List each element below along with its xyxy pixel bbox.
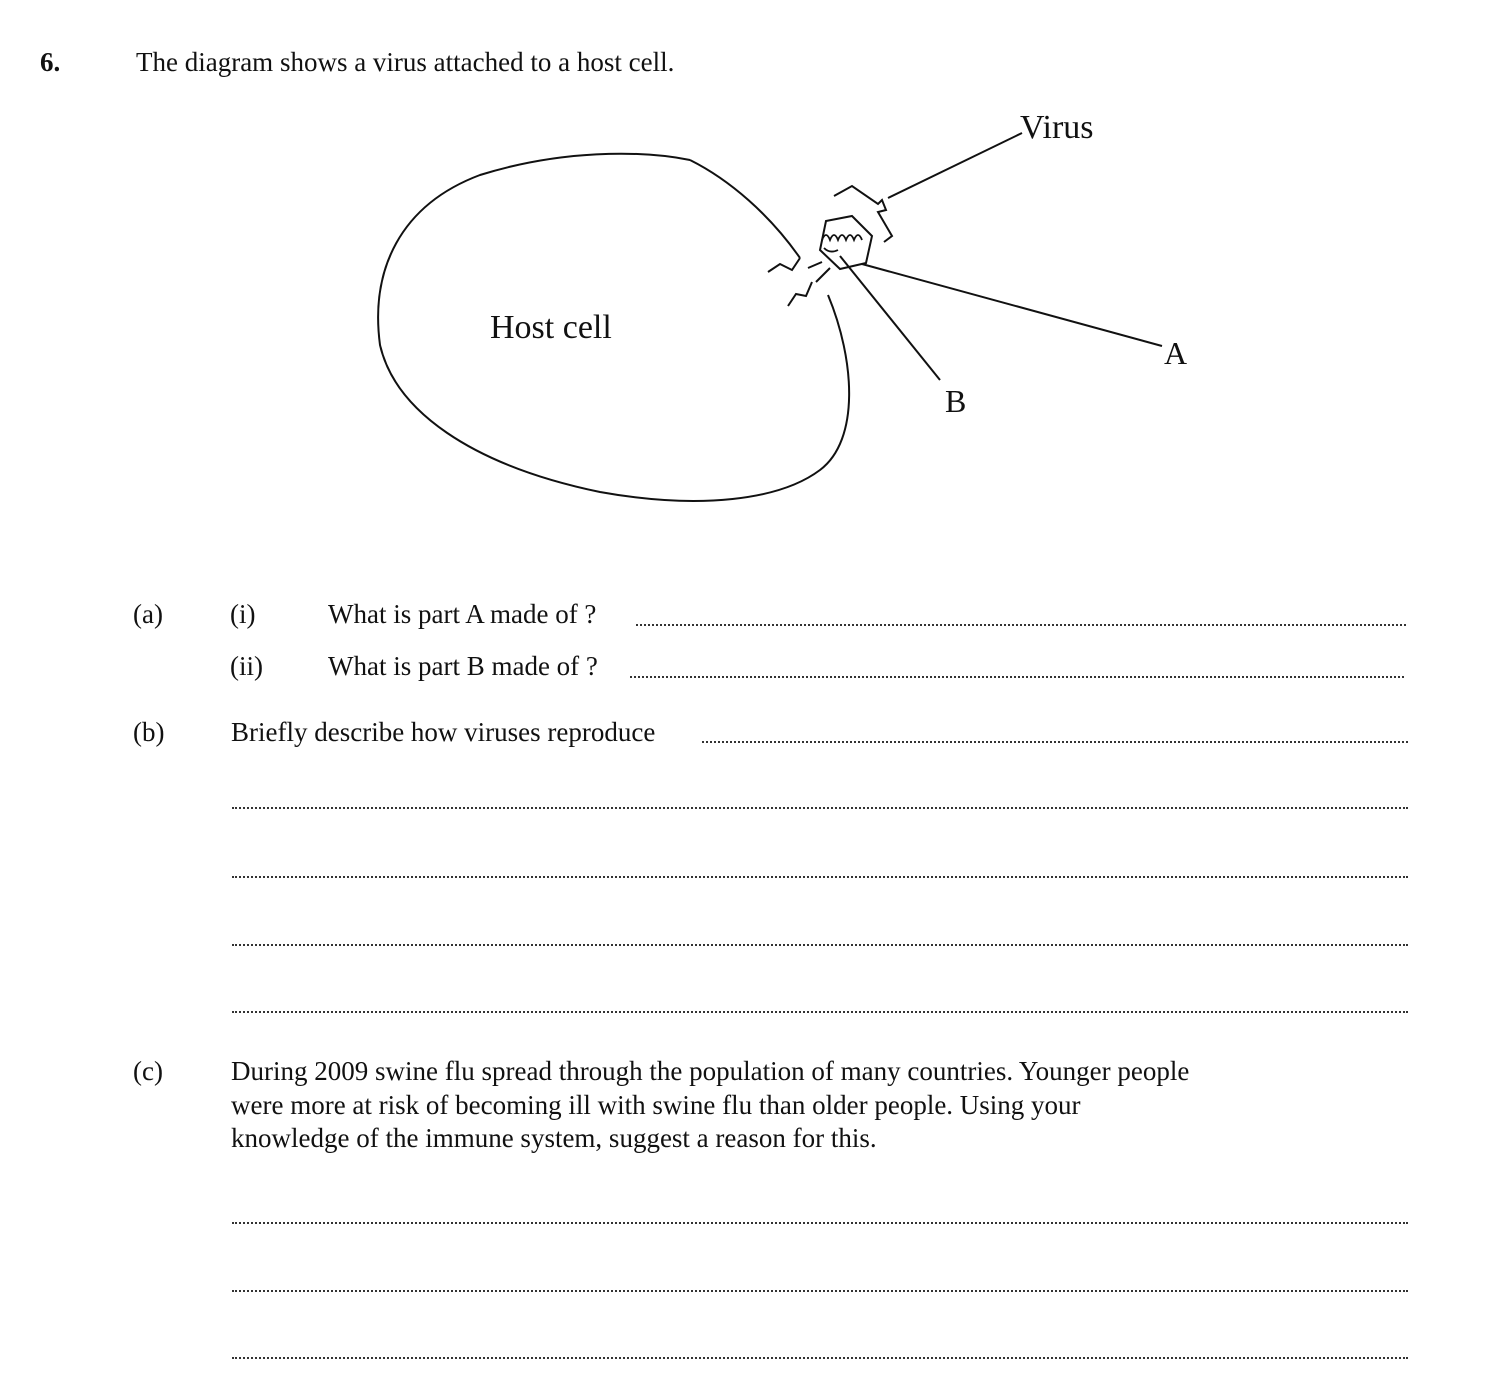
part-c-label: (c): [133, 1056, 163, 1086]
question-number: 6.: [40, 47, 61, 77]
answer-line-a-i[interactable]: [636, 624, 1406, 626]
answer-line-c-1[interactable]: [232, 1222, 1408, 1224]
virus-host-cell-diagram: [0, 0, 1490, 560]
virus-tail: [808, 262, 830, 282]
virus-bracket: [834, 186, 892, 242]
answer-line-b-3[interactable]: [232, 876, 1408, 878]
part-c-line-1: During 2009 swine flu spread through the population of many countries. Younger people: [231, 1056, 1190, 1086]
answer-line-b-1[interactable]: [702, 741, 1408, 743]
label-a: A: [1164, 335, 1188, 371]
answer-line-b-2[interactable]: [232, 807, 1408, 809]
part-c-line-2: were more at risk of becoming ill with swine flu than older people. Using your: [231, 1089, 1081, 1120]
part-b-label: (b): [133, 717, 165, 747]
label-b-leader-line: [840, 256, 940, 380]
part-a-i-question: What is part A made of ?: [328, 599, 597, 629]
label-a-leader-line: [862, 264, 1162, 346]
answer-line-c-3[interactable]: [232, 1357, 1408, 1359]
membrane-receptor: [768, 258, 812, 306]
part-c-question: [231, 1055, 1311, 1156]
virus-capsid: [820, 216, 872, 269]
part-a-label: (a): [133, 599, 163, 629]
part-c-line-3: knowledge of the immune system, suggest a reason for this.: [231, 1123, 877, 1153]
answer-line-a-ii[interactable]: [630, 676, 1404, 678]
host-cell-label: Host cell: [490, 309, 612, 346]
virus-leader-line: [888, 133, 1022, 198]
answer-line-c-2[interactable]: [232, 1290, 1408, 1292]
part-a-ii-label: (ii): [230, 651, 263, 681]
part-a-ii-question: What is part B made of ?: [328, 651, 598, 681]
virus-label: Virus: [1020, 109, 1094, 146]
host-cell-outline: [378, 154, 849, 501]
question-intro: The diagram shows a virus attached to a host cell.: [136, 47, 675, 77]
answer-line-b-4[interactable]: [232, 944, 1408, 946]
part-b-question: Briefly describe how viruses reproduce: [231, 717, 656, 747]
virus-genetic-material: [822, 235, 862, 252]
part-a-i-label: (i): [230, 599, 256, 629]
label-b: B: [945, 383, 967, 419]
answer-line-b-5[interactable]: [232, 1011, 1408, 1013]
